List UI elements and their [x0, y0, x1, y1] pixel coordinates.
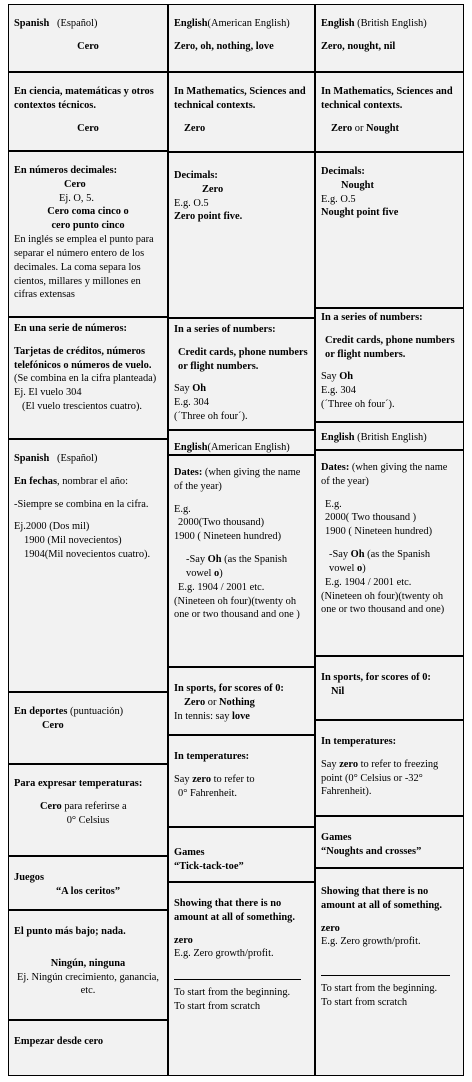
us-nothing-title: Showing that there is no amount at all of something. — [174, 898, 295, 923]
us-nothing-word: zero — [174, 934, 193, 946]
es-dates-ex-2: 1900 (Mil novecientos) — [24, 535, 122, 547]
uk-language-name: English — [321, 18, 355, 29]
us-sports-tennis: love — [232, 710, 250, 722]
us-sports-word-2: Nothing — [219, 696, 255, 708]
us-games-title: Games — [174, 847, 205, 858]
uk-dates-say-pre: -Say — [329, 549, 351, 561]
uk-dates-ex-1: 2000( Two thousand ) — [325, 512, 417, 524]
us-word: Zero, oh, nothing, love — [174, 40, 274, 52]
uk-series-spoken: (´Three oh four´). — [321, 399, 395, 411]
es-lowest-title: El punto más bajo; nada. — [14, 926, 126, 937]
es-science-cell — [8, 72, 168, 151]
es-dates-ex-3: 1904(Mil novecientos cuatro). — [24, 549, 151, 561]
es-language-name: Spanish — [14, 18, 50, 29]
uk-games-name: “Noughts and crosses” — [321, 845, 422, 857]
us-dates-vowel: o — [214, 567, 220, 579]
es-decimals-example: Ej. O, 5. — [59, 192, 94, 204]
es-series-cell — [8, 317, 168, 439]
uk-start-divider — [321, 975, 450, 976]
uk-dates-ex-2: 1900 ( Nineteen hundred) — [325, 526, 433, 538]
us-dates-say: Oh — [207, 554, 222, 566]
uk-science-cell — [315, 72, 464, 152]
us-language-name-2: English — [174, 442, 208, 453]
us-series-spoken: (´Three oh four´). — [174, 411, 248, 423]
es-science-title: En ciencia, matemáticas y otros contextos técnicos. — [14, 86, 154, 111]
es-science-word: Cero — [77, 122, 99, 134]
uk-science-word: Zero — [331, 122, 353, 134]
es-series-title: En una serie de números: — [14, 323, 127, 334]
es-sports-title: En deportes — [14, 706, 68, 717]
us-nothing-cell — [168, 882, 315, 1076]
es-temperatures-cell — [8, 764, 168, 856]
us-temp-title: In temperatures: — [174, 751, 250, 762]
es-decimals-word: Cero — [64, 178, 86, 190]
es-decimals-cell — [8, 151, 168, 317]
us-dates-ex-2: 1900 ( Nineteen hundred) — [174, 531, 282, 543]
uk-dates-say-end: ) — [362, 562, 366, 574]
uk-games-title: Games — [321, 832, 352, 843]
us-sports-word: Zero — [184, 696, 206, 708]
us-dates-say-end: ) — [219, 567, 223, 579]
us-sports-tennis-pre: In tennis: say — [174, 710, 233, 722]
uk-sports-title: In sports, for scores of 0: — [321, 672, 431, 683]
uk-header-2-cell — [315, 422, 464, 450]
es-decimals-note: En inglés se emplea el punto para separar el número entero de los decimales. La coma separa los cientos, millares y millones en cifras extensas — [14, 234, 154, 301]
uk-temp-say-pre: Say — [321, 758, 340, 770]
us-dates-cell — [168, 455, 315, 667]
us-science-word: Zero — [184, 122, 206, 134]
uk-sports-word: Nil — [331, 685, 345, 697]
uk-language-name-2: English — [321, 432, 355, 443]
uk-temp-title: In temperatures: — [321, 736, 397, 747]
uk-dates-title: Dates: — [321, 462, 350, 473]
uk-language-native: (British English) — [357, 18, 427, 29]
uk-temp-word: zero — [339, 758, 359, 770]
es-decimals-alt-2: cero punto cinco — [51, 220, 125, 232]
es-series-subtitle: Tarjetas de créditos, números telefónicos o números de vuelo. — [14, 345, 152, 371]
es-temp-rest-2: 0° Celsius — [66, 814, 110, 826]
es-games-name: “A los ceritos” — [55, 885, 121, 897]
us-dates-title-rest: (when giving the name of the year) — [174, 467, 301, 492]
us-sports-or: or — [205, 696, 220, 708]
es-lowest-word: Ningún, ninguna — [50, 957, 126, 969]
uk-dates-title-rest: (when giving the name of the year) — [321, 462, 448, 487]
uk-start-line-2: To start from scratch — [321, 997, 408, 1009]
us-dates-say-rest: (as the Spanish vowel — [186, 554, 288, 579]
us-language-name: English — [174, 18, 208, 29]
us-science-cell — [168, 72, 315, 152]
es-temp-word: Cero — [40, 800, 62, 812]
us-nothing-example: E.g. Zero growth/profit. — [174, 948, 274, 960]
us-sports-title: In sports, for scores of 0: — [174, 683, 284, 694]
es-start-title: Empezar desde cero — [14, 1036, 104, 1047]
uk-series-say-pre: Say — [321, 371, 340, 383]
es-language-native: (Español) — [57, 18, 98, 29]
us-series-subtitle: Credit cards, phone numbers or flight numbers. — [178, 346, 308, 372]
uk-nothing-example: E.g. Zero growth/profit. — [321, 936, 421, 948]
uk-science-or: or — [352, 122, 367, 134]
uk-temperatures-cell — [315, 720, 464, 816]
us-temperatures-cell — [168, 735, 315, 827]
uk-dates-ex-3: E.g. 1904 / 2001 etc. — [325, 576, 412, 588]
us-sports-cell — [168, 667, 315, 735]
us-header-2-cell — [168, 430, 315, 455]
uk-decimals-example: E.g. O.5 — [321, 193, 356, 205]
es-decimals-title: En números decimales: — [14, 165, 118, 176]
us-series-title: In a series of numbers: — [174, 324, 276, 335]
uk-dates-eg: E.g. — [325, 498, 342, 510]
uk-decimals-title: Decimals: — [321, 166, 365, 177]
es-lowest-example: Ej. Ningún crecimiento, ganancia, etc. — [17, 971, 159, 997]
uk-language-native-2: (British English) — [357, 432, 427, 443]
us-decimals-cell — [168, 152, 315, 318]
us-language-native-2: (American English) — [207, 442, 290, 453]
es-games-cell — [8, 856, 168, 910]
es-header-cell — [8, 4, 168, 72]
us-start-divider — [174, 979, 301, 980]
us-temp-say-pre: Say — [174, 773, 193, 785]
us-temp-rest-2: 0° Fahrenheit. — [178, 787, 237, 799]
uk-start-line-1: To start from the beginning. — [321, 983, 438, 995]
uk-header-cell — [315, 4, 464, 72]
es-language-native-2: (Español) — [57, 453, 98, 464]
uk-nothing-cell — [315, 868, 464, 1076]
es-temp-title: Para expresar temperaturas: — [14, 778, 143, 789]
us-decimals-example: E.g. O.5 — [174, 197, 209, 209]
es-dates-ex-1: Ej.2000 (Dos mil) — [14, 521, 90, 533]
es-sports-word: Cero — [42, 719, 64, 731]
uk-science-title: In Mathematics, Sciences and technical contexts. — [321, 86, 453, 111]
es-sports-cell — [8, 692, 168, 764]
us-temp-rest: to refer to — [211, 773, 255, 785]
us-decimals-word: Zero — [202, 183, 224, 195]
us-dates-ex-1: 2000(Two thousand) — [178, 517, 265, 529]
us-dates-eg: E.g. — [174, 503, 191, 515]
us-series-say: Oh — [192, 383, 207, 395]
us-temp-word: zero — [192, 773, 212, 785]
us-games-name: “Tick-tack-toe” — [174, 860, 244, 872]
es-series-example-2: (El vuelo trescientos cuatro). — [22, 401, 143, 413]
es-dates-title-rest: , nombrar el año: — [57, 475, 128, 487]
uk-dates-vowel: o — [357, 562, 363, 574]
us-language-native: (American English) — [207, 18, 290, 29]
uk-series-say: Oh — [339, 371, 354, 383]
uk-dates-cell — [315, 450, 464, 656]
uk-decimals-spoken: Nought point five — [321, 207, 399, 219]
us-dates-title: Dates: — [174, 467, 203, 478]
es-temp-rest-1: para referirse a — [61, 800, 127, 812]
es-dates-rule: -Siempre se combina en la cifra. — [14, 498, 149, 510]
es-word: Cero — [77, 40, 99, 52]
us-dates-ex-3: E.g. 1904 / 2001 etc. — [178, 581, 265, 593]
uk-sports-cell — [315, 656, 464, 720]
uk-series-title: In a series of numbers: — [321, 312, 423, 323]
uk-science-word-2: Nought — [366, 122, 399, 134]
es-games-title: Juegos — [14, 872, 45, 883]
uk-word: Zero, nought, nil — [321, 40, 396, 52]
us-series-say-pre: Say — [174, 383, 193, 395]
es-dates-cell — [8, 439, 168, 692]
uk-nothing-word: zero — [321, 922, 340, 934]
uk-dates-say: Oh — [350, 549, 365, 561]
us-dates-say-pre: -Say — [186, 554, 208, 566]
uk-games-cell — [315, 816, 464, 868]
us-science-title: In Mathematics, Sciences and technical contexts. — [174, 86, 306, 111]
es-lowest-cell — [8, 910, 168, 1020]
us-start-line-2: To start from scratch — [174, 1001, 261, 1013]
uk-series-cell — [315, 308, 464, 422]
uk-decimals-word: Nought — [341, 179, 374, 191]
uk-nothing-title: Showing that there is no amount at all of something. — [321, 886, 442, 911]
es-sports-title-rest: (puntuación) — [67, 706, 124, 717]
uk-series-subtitle: Credit cards, phone numbers or flight numbers. — [325, 334, 455, 360]
us-decimals-title: Decimals: — [174, 170, 218, 181]
us-decimals-spoken: Zero point five. — [174, 211, 243, 223]
us-dates-spoken: (Nineteen oh four)(twenty oh one or two thousand and one ) — [174, 595, 300, 621]
uk-dates-spoken: (Nineteen oh four)(twenty oh one or two thousand and one) — [321, 590, 445, 616]
us-series-cell — [168, 318, 315, 430]
es-decimals-alt-1: Cero coma cinco o — [47, 206, 129, 218]
us-start-line-1: To start from the beginning. — [174, 987, 291, 999]
uk-temp-rest: to refer to freezing point (0° Celsius or -32° Fahrenheit). — [321, 758, 439, 798]
es-start-cell — [8, 1020, 168, 1076]
es-series-note: (Se combina en la cifra planteada) — [14, 373, 157, 385]
es-dates-title: En fechas — [14, 475, 58, 487]
uk-decimals-cell — [315, 152, 464, 308]
uk-dates-say-rest: (as the Spanish vowel — [329, 549, 431, 574]
us-games-cell — [168, 827, 315, 882]
us-series-example: E.g. 304 — [174, 397, 209, 409]
us-header-cell — [168, 4, 315, 72]
es-series-example: Ej. El vuelo 304 — [14, 387, 82, 399]
es-language-name-2: Spanish — [14, 453, 50, 464]
uk-series-example: E.g. 304 — [321, 385, 356, 397]
